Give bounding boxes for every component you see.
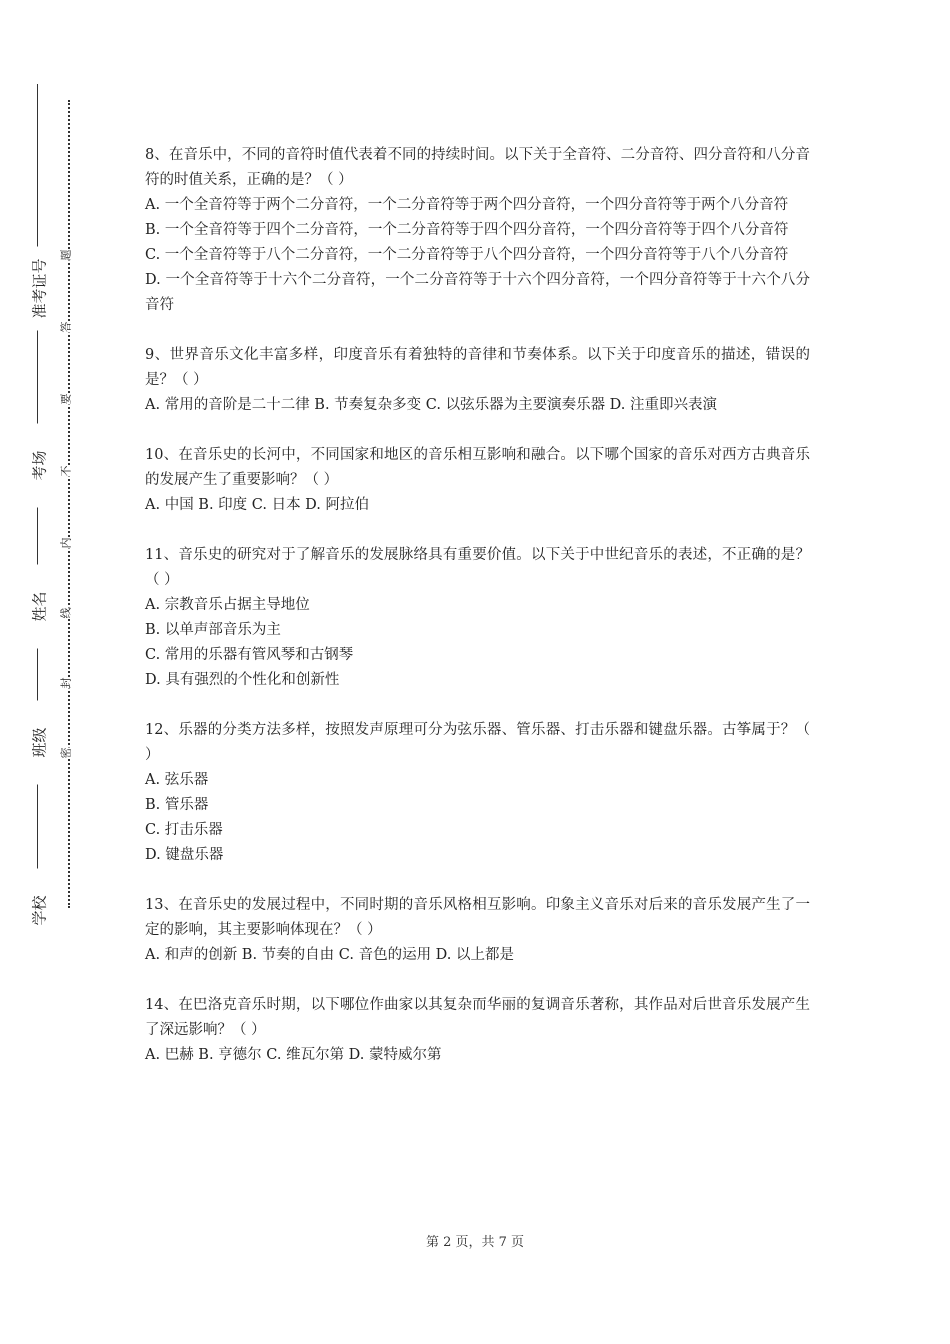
school-label: 学校	[29, 869, 50, 953]
question-stem: 10、在音乐史的长河中，不同国家和地区的音乐相互影响和融合。以下哪个国家的音乐对西方古典音乐的发展产生了重要影响？（ ）	[145, 447, 810, 488]
question-13	[145, 893, 810, 968]
seal-char: 题	[57, 250, 75, 261]
option-d: D. 一个全音符等于十六个二分音符，一个二分音符等于十六个四分音符，一个四分音符等于十六个八分音符	[145, 272, 810, 313]
question-stem: 14、在巴洛克音乐时期，以下哪位作曲家以其复杂而华丽的复调音乐著称，其作品对后世音乐发展产生了深远影响？（ ）	[145, 997, 810, 1038]
question-stem: 8、在音乐中，不同的音符时值代表着不同的持续时间。以下关于全音符、二分音符、四分音符和八分音符的时值关系，正确的是？（ ）	[145, 147, 810, 188]
seal-char: 不	[57, 466, 75, 477]
seal-char: 密	[57, 748, 75, 759]
question-stem: 9、世界音乐文化丰富多样，印度音乐有着独特的音律和节奏体系。以下关于印度音乐的描述，错误的是？（ ）	[145, 347, 810, 388]
option-b: B. 以单声部音乐为主	[145, 622, 281, 638]
question-11	[145, 543, 810, 693]
exam-room-label: 考场	[29, 424, 50, 508]
seal-dotted-line	[68, 100, 70, 908]
option-a: A. 弦乐器	[145, 772, 209, 788]
option-d: D. 具有强烈的个性化和创新性	[145, 672, 340, 688]
option-a: A. 一个全音符等于两个二分音符，一个二分音符等于两个四分音符，一个四分音符等于两个八分音符	[145, 197, 789, 213]
option-b: B. 一个全音符等于四个二分音符，一个二分音符等于四个四分音符，一个四分音符等于四个八分音符	[145, 222, 789, 238]
options-inline: A. 常用的音阶是二十二律 B. 节奏复杂多变 C. 以弦乐器为主要演奏乐器 D. 注重即兴表演	[145, 397, 718, 413]
page-number: 第 2 页，共 7 页	[425, 1235, 525, 1250]
seal-char: 线	[57, 608, 75, 619]
question-stem: 13、在音乐史的发展过程中，不同时期的音乐风格相互影响。印象主义音乐对后来的音乐发展产生了一定的影响，其主要影响体现在？（ ）	[145, 897, 810, 938]
question-list	[145, 143, 810, 1093]
options-inline: A. 巴赫 B. 亨德尔 C. 维瓦尔第 D. 蒙特威尔第	[145, 1047, 442, 1063]
option-b: B. 管乐器	[145, 797, 209, 813]
name-label: 姓名	[29, 565, 50, 649]
question-8	[145, 143, 810, 318]
question-stem: 11、音乐史的研究对于了解音乐的发展脉络具有重要价值。以下关于中世纪音乐的表述，不正确的是？（ ）	[145, 547, 810, 588]
seal-char: 答	[57, 322, 75, 333]
binding-margin	[0, 0, 110, 1344]
option-c: C. 常用的乐器有管风琴和古钢琴	[145, 647, 354, 663]
class-label: 班级	[29, 701, 50, 785]
option-d: D. 键盘乐器	[145, 847, 224, 863]
question-12	[145, 718, 810, 868]
question-9	[145, 343, 810, 418]
option-c: C. 打击乐器	[145, 822, 223, 838]
option-a: A. 宗教音乐占据主导地位	[145, 597, 310, 613]
exam-id-label: 准考证号	[29, 247, 50, 331]
question-10	[145, 443, 810, 518]
question-stem: 12、乐器的分类方法多样，按照发声原理可分为弦乐器、管乐器、打击乐器和键盘乐器。古筝属于？（ ）	[145, 722, 810, 763]
seal-char: 封	[57, 678, 75, 689]
option-c: C. 一个全音符等于八个二分音符，一个二分音符等于八个四分音符，一个四分音符等于八个八分音符	[145, 247, 789, 263]
options-inline: A. 中国 B. 印度 C. 日本 D. 阿拉伯	[145, 497, 370, 513]
options-inline: A. 和声的创新 B. 节奏的自由 C. 音色的运用 D. 以上都是	[145, 947, 515, 963]
question-14	[145, 993, 810, 1068]
seal-char: 要	[57, 394, 75, 405]
seal-char: 内	[57, 538, 75, 549]
